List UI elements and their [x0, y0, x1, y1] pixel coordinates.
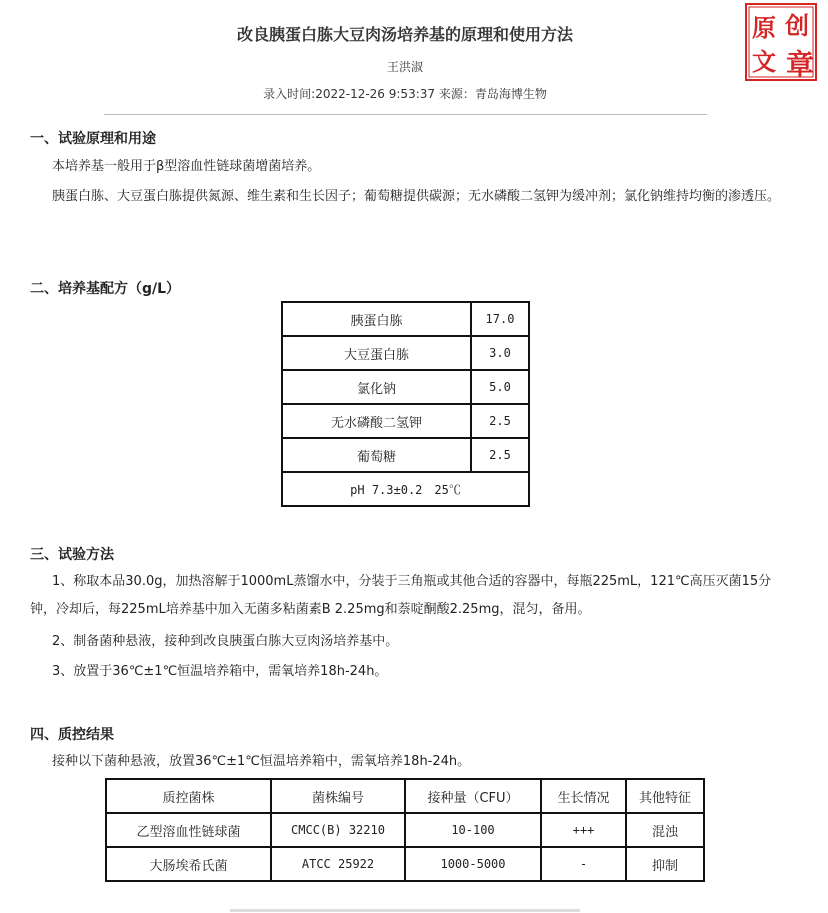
- formula-value: 2.5: [471, 404, 529, 438]
- qc-header-cell: 接种量（CFU）: [405, 779, 541, 813]
- qc-cell-dose: 10-100: [405, 813, 541, 847]
- qc-header-cell: 质控菌株: [106, 779, 271, 813]
- qc-cell-growth: +++: [541, 813, 626, 847]
- article-title: 改良胰蛋白胨大豆肉汤培养基的原理和使用方法: [236, 25, 573, 44]
- stamp-char-4: 章: [785, 48, 815, 81]
- section2-heading: 二、培养基配方（g/L）: [30, 281, 181, 297]
- formula-row: [282, 336, 529, 370]
- header-divider: [104, 114, 707, 115]
- stamp-char-2: 创: [785, 11, 809, 40]
- qc-header-cell: 生长情况: [541, 779, 626, 813]
- original-article-stamp: [744, 2, 822, 86]
- formula-ingredient: 胰蛋白胨: [282, 302, 471, 336]
- section1-heading: 一、试验原理和用途: [30, 131, 156, 147]
- qc-cell-feature: 抑制: [626, 847, 704, 881]
- stamp-char-3: 文: [752, 47, 776, 76]
- qc-cell-id: ATCC 25922: [271, 847, 405, 881]
- section4-heading: 四、质控结果: [30, 727, 114, 743]
- formula-ingredient: 无水磷酸二氢钾: [282, 404, 471, 438]
- qc-cell-id: CMCC(B) 32210: [271, 813, 405, 847]
- qc-cell-strain: 大肠埃希氏菌: [106, 847, 271, 881]
- qc-cell-dose: 1000-5000: [405, 847, 541, 881]
- section1-paragraph-2: 胰蛋白胨、大豆蛋白胨提供氮源、维生素和生长因子；葡萄糖提供碳源；无水磷酸二氢钾为缓冲剂；氯化钠维持均衡的渗透压。: [52, 189, 781, 204]
- section4-intro: 接种以下菌种悬液，放置36℃±1℃恒温培养箱中，需氧培养18h-24h。: [52, 754, 471, 769]
- formula-row: [282, 404, 529, 438]
- formula-ph-row: [282, 472, 529, 506]
- qc-header-cell: 其他特征: [626, 779, 704, 813]
- formula-ingredient: 葡萄糖: [282, 438, 471, 472]
- formula-ingredient: 大豆蛋白胨: [282, 336, 471, 370]
- stamp-char-1: 原: [752, 13, 776, 42]
- formula-value: 2.5: [471, 438, 529, 472]
- section3-step-2: 2、制备菌种悬液，接种到改良胰蛋白胨大豆肉汤培养基中。: [52, 634, 399, 649]
- qc-row: [106, 847, 704, 881]
- formula-table: [281, 301, 530, 507]
- formula-value: 5.0: [471, 370, 529, 404]
- formula-ingredient: 氯化钠: [282, 370, 471, 404]
- formula-ph: pH 7.3±0.2 25℃: [282, 472, 529, 506]
- article-author: 王洪淑: [386, 60, 423, 74]
- qc-cell-feature: 混浊: [626, 813, 704, 847]
- section1-paragraph-1: 本培养基一般用于β型溶血性链球菌增菌培养。: [52, 159, 321, 174]
- qc-cell-strain: 乙型溶血性链球菌: [106, 813, 271, 847]
- article-meta: 录入时间:2022-12-26 9:53:37 来源：青岛海博生物: [263, 87, 547, 101]
- formula-row: [282, 370, 529, 404]
- formula-row: [282, 438, 529, 472]
- qc-header-row: [106, 779, 704, 813]
- section3-step-1: 1、称取本品30.0g，加热溶解于1000mL蒸馏水中，分装于三角瓶或其他合适的容器中，每瓶225mL，121℃高压灭菌15分钟，冷却后，每225mL培养基中加入无菌多粘菌素B 2.25mg和萘啶酮酸2.25mg，混匀，备用。: [30, 574, 772, 617]
- section3-step-3: 3、放置于36℃±1℃恒温培养箱中，需氧培养18h-24h。: [52, 664, 388, 679]
- formula-value: 3.0: [471, 336, 529, 370]
- qc-row: [106, 813, 704, 847]
- formula-row: [282, 302, 529, 336]
- qc-table: [105, 778, 705, 882]
- section3-heading: 三、试验方法: [30, 547, 114, 563]
- formula-value: 17.0: [471, 302, 529, 336]
- bottom-divider: [230, 909, 580, 912]
- qc-cell-growth: -: [541, 847, 626, 881]
- qc-header-cell: 菌株编号: [271, 779, 405, 813]
